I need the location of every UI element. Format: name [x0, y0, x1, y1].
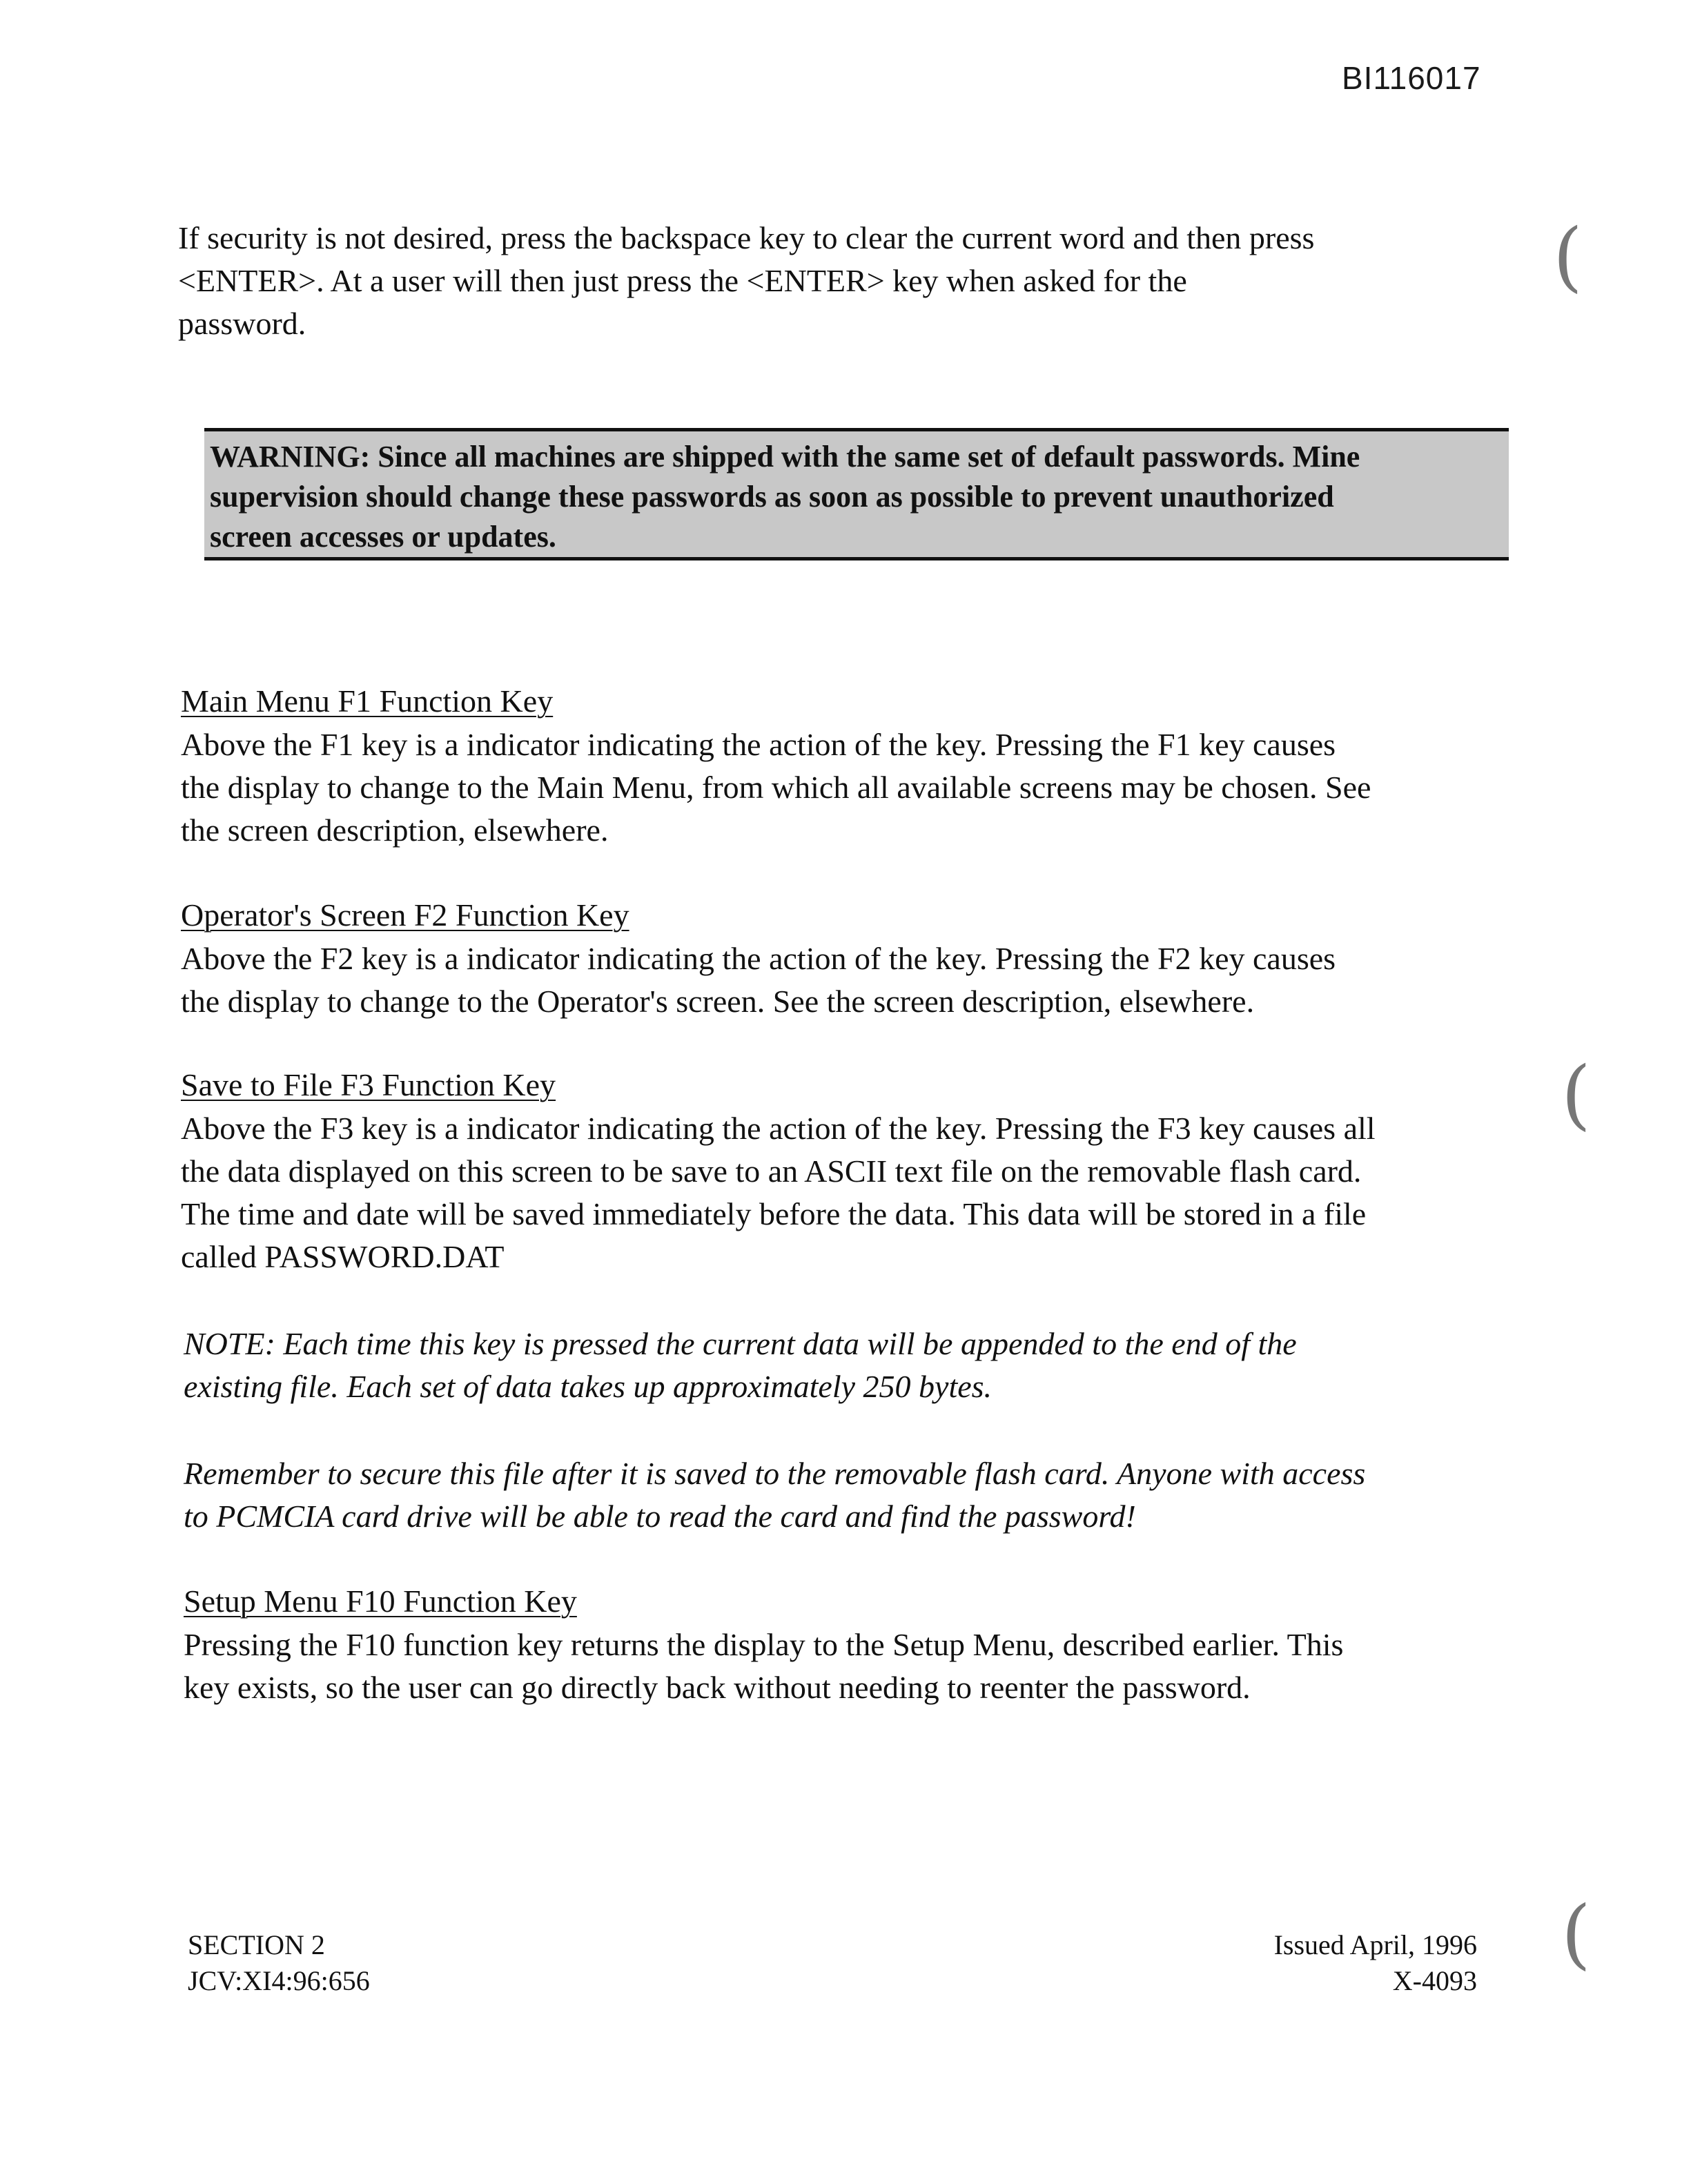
- section-f3-line: The time and date will be saved immediately before the data. This data will be stored in a file: [181, 1196, 1367, 1231]
- footer-number: X-4093: [1392, 1965, 1477, 1996]
- footer-right: [1215, 1927, 1477, 1999]
- section-heading-f10: Setup Menu F10 Function Key: [184, 1583, 577, 1619]
- warning-line: screen accesses or updates.: [210, 520, 556, 554]
- section-f1-line: the screen description, elsewhere.: [181, 812, 609, 848]
- section-heading-f3: Save to File F3 Function Key: [181, 1067, 556, 1102]
- footer-issued: Issued April, 1996: [1273, 1929, 1477, 1960]
- section-heading-f2: Operator's Screen F2 Function Key: [181, 897, 629, 933]
- warning-line: WARNING: Since all machines are shipped with the same set of default passwords. Mine: [210, 440, 1360, 474]
- footer-left: [188, 1927, 370, 1999]
- section-heading-f1: Main Menu F1 Function Key: [181, 683, 554, 719]
- section-f10-line: key exists, so the user can go directly back without needing to reenter the password.: [184, 1670, 1251, 1705]
- intro-line: password.: [178, 306, 306, 341]
- section-f1-line: Above the F1 key is a indicator indicating the action of the key. Pressing the F1 key causes: [181, 727, 1336, 762]
- intro-line: If security is not desired, press the backspace key to clear the current word and then press: [178, 220, 1315, 255]
- binder-hole-mark-middle: (: [1561, 1050, 1591, 1138]
- warning-line: supervision should change these passwords as soon as possible to prevent unauthorized: [210, 480, 1334, 514]
- binder-hole-mark-top: (: [1553, 212, 1583, 300]
- warning-text: [210, 437, 1507, 557]
- reminder-line: to PCMCIA card drive will be able to read the card and find the password!: [184, 1499, 1136, 1534]
- reminder-line: Remember to secure this file after it is saved to the removable flash card. Anyone with access: [184, 1456, 1366, 1491]
- document-id: BI116017: [1342, 60, 1481, 96]
- footer-section: SECTION 2: [188, 1929, 325, 1960]
- section-f3-line: called PASSWORD.DAT: [181, 1239, 505, 1274]
- section-f10-line: Pressing the F10 function key returns the display to the Setup Menu, described earlier. This: [184, 1627, 1344, 1662]
- section-f2-line: the display to change to the Operator's screen. See the screen description, elsewhere.: [181, 984, 1255, 1019]
- footer-code: JCV:XI4:96:656: [188, 1965, 370, 1996]
- note-line: NOTE: Each time this key is pressed the current data will be appended to the end of the: [184, 1326, 1297, 1361]
- section-f2-line: Above the F2 key is a indicator indicating the action of the key. Pressing the F2 key causes: [181, 941, 1336, 976]
- note-line: existing file. Each set of data takes up approximately 250 bytes.: [184, 1369, 993, 1404]
- warning-box: [204, 428, 1509, 560]
- section-f1-line: the display to change to the Main Menu, from which all available screens may be chosen. See: [181, 770, 1371, 805]
- binder-hole-mark-bottom: (: [1561, 1889, 1591, 1978]
- section-f3-line: the data displayed on this screen to be save to an ASCII text file on the removable flash card.: [181, 1153, 1362, 1189]
- section-f3-line: Above the F3 key is a indicator indicating the action of the key. Pressing the F3 key causes all: [181, 1111, 1376, 1146]
- intro-line: <ENTER>. At a user will then just press the <ENTER> key when asked for the: [178, 263, 1187, 298]
